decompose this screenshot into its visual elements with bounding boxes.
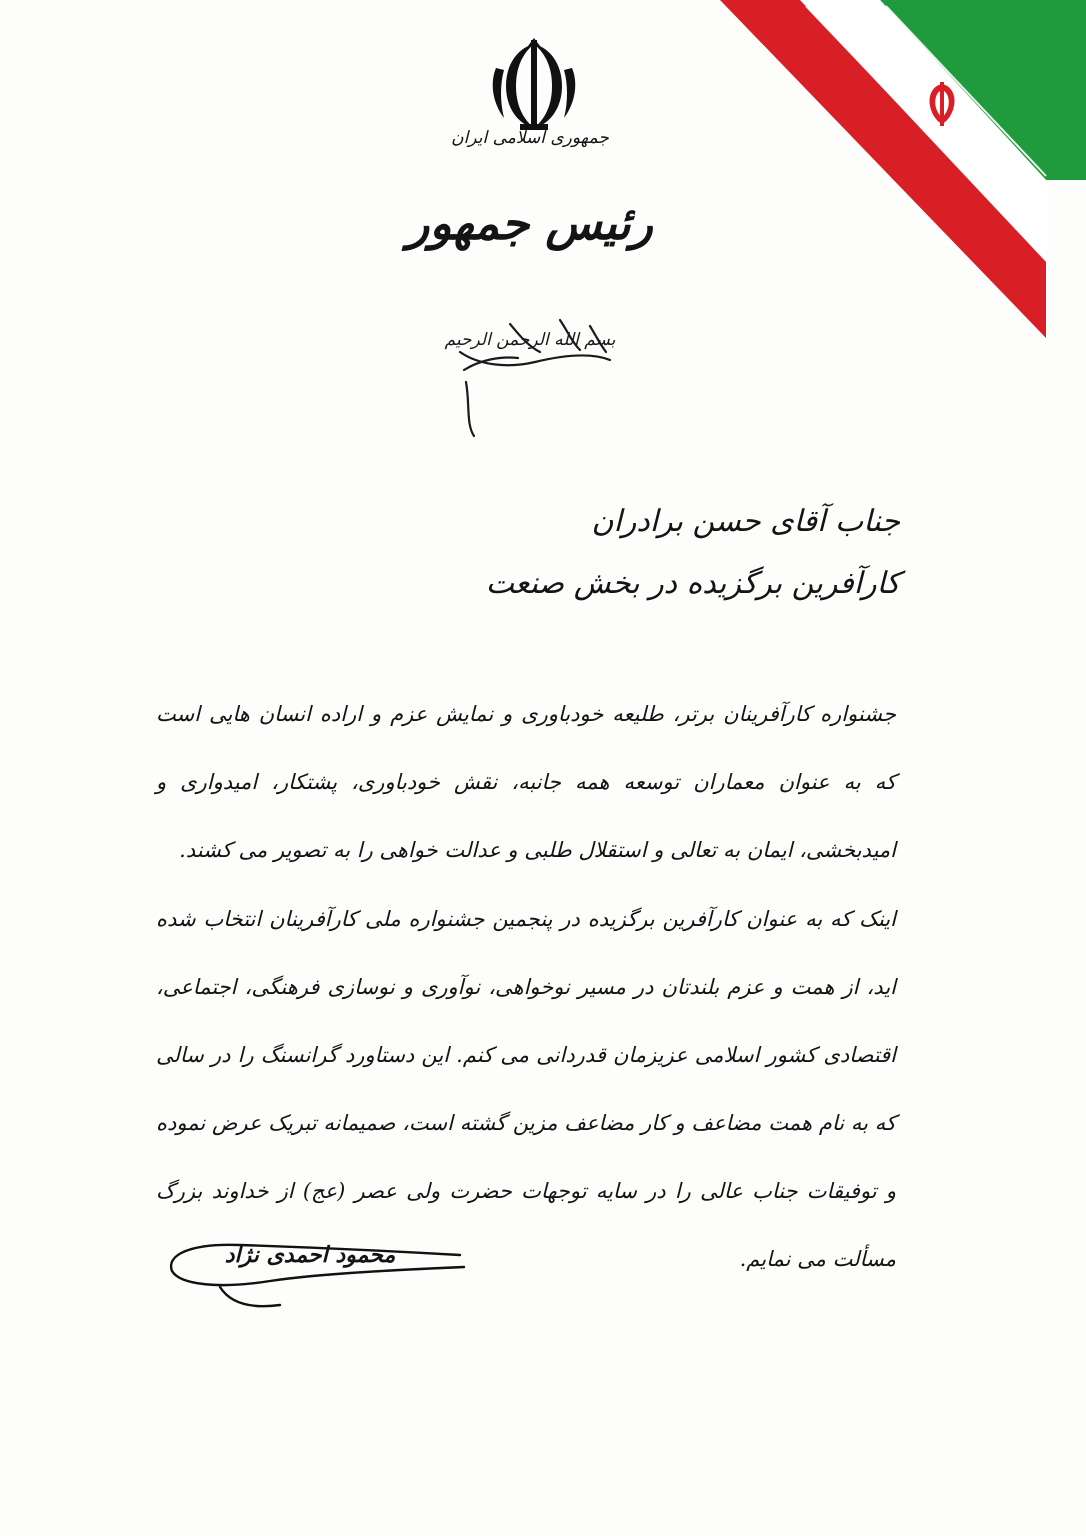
recipient-name: جناب آقای حسن برادران — [591, 504, 900, 539]
body-paragraph-1 — [156, 680, 896, 884]
signature-name: محمود احمدی نژاد — [224, 1242, 396, 1268]
handwritten-signature-icon — [160, 1225, 480, 1315]
flag-sash — [700, 0, 1086, 360]
emblem-icon — [488, 38, 580, 134]
country-name: جمهوری اسلامی ایران — [451, 128, 609, 148]
office-title: رئیس جمهور — [407, 196, 653, 250]
basmala-text: بسم الله الرحمن الرحیم — [444, 330, 616, 350]
paragraph-2-text: اینک که به عنوان کارآفرین برگزیده در پنجمین جشنواره ملی کارآفرینان انتخاب شده اید، از همت و عزم بلندتان در مسیر نوخواهی، نوآوری و نوسازی فرهنگی، اجتماعی، اقتصادی کشور اسلامی عزیزمان قدردانی می کنم. این دستاورد گرانسنگ را در سالی که به نام همت مضاعف و کار مضاعف مزین گشته است، صمیمانه تبریک عرض نموده و توفیقات جناب عالی را در سایه توجهات حضرت ولی عصر (عج) از خداوند بزرگ مسألت می نمایم. — [156, 907, 896, 1271]
paragraph-1-text: جشنواره کارآفرینان برتر، طلیعه خودباوری و نمایش عزم و اراده انسان هایی است که به عنوان معماران توسعه همه جانبه، نقش خودباوری، پشتکار، امیدواری و امیدبخشی، ایمان به تعالی و استقلال طلبی و عدالت خواهی را به تصویر می کشند. — [156, 702, 896, 862]
recipient-title: کارآفرین برگزیده در بخش صنعت — [485, 566, 900, 601]
